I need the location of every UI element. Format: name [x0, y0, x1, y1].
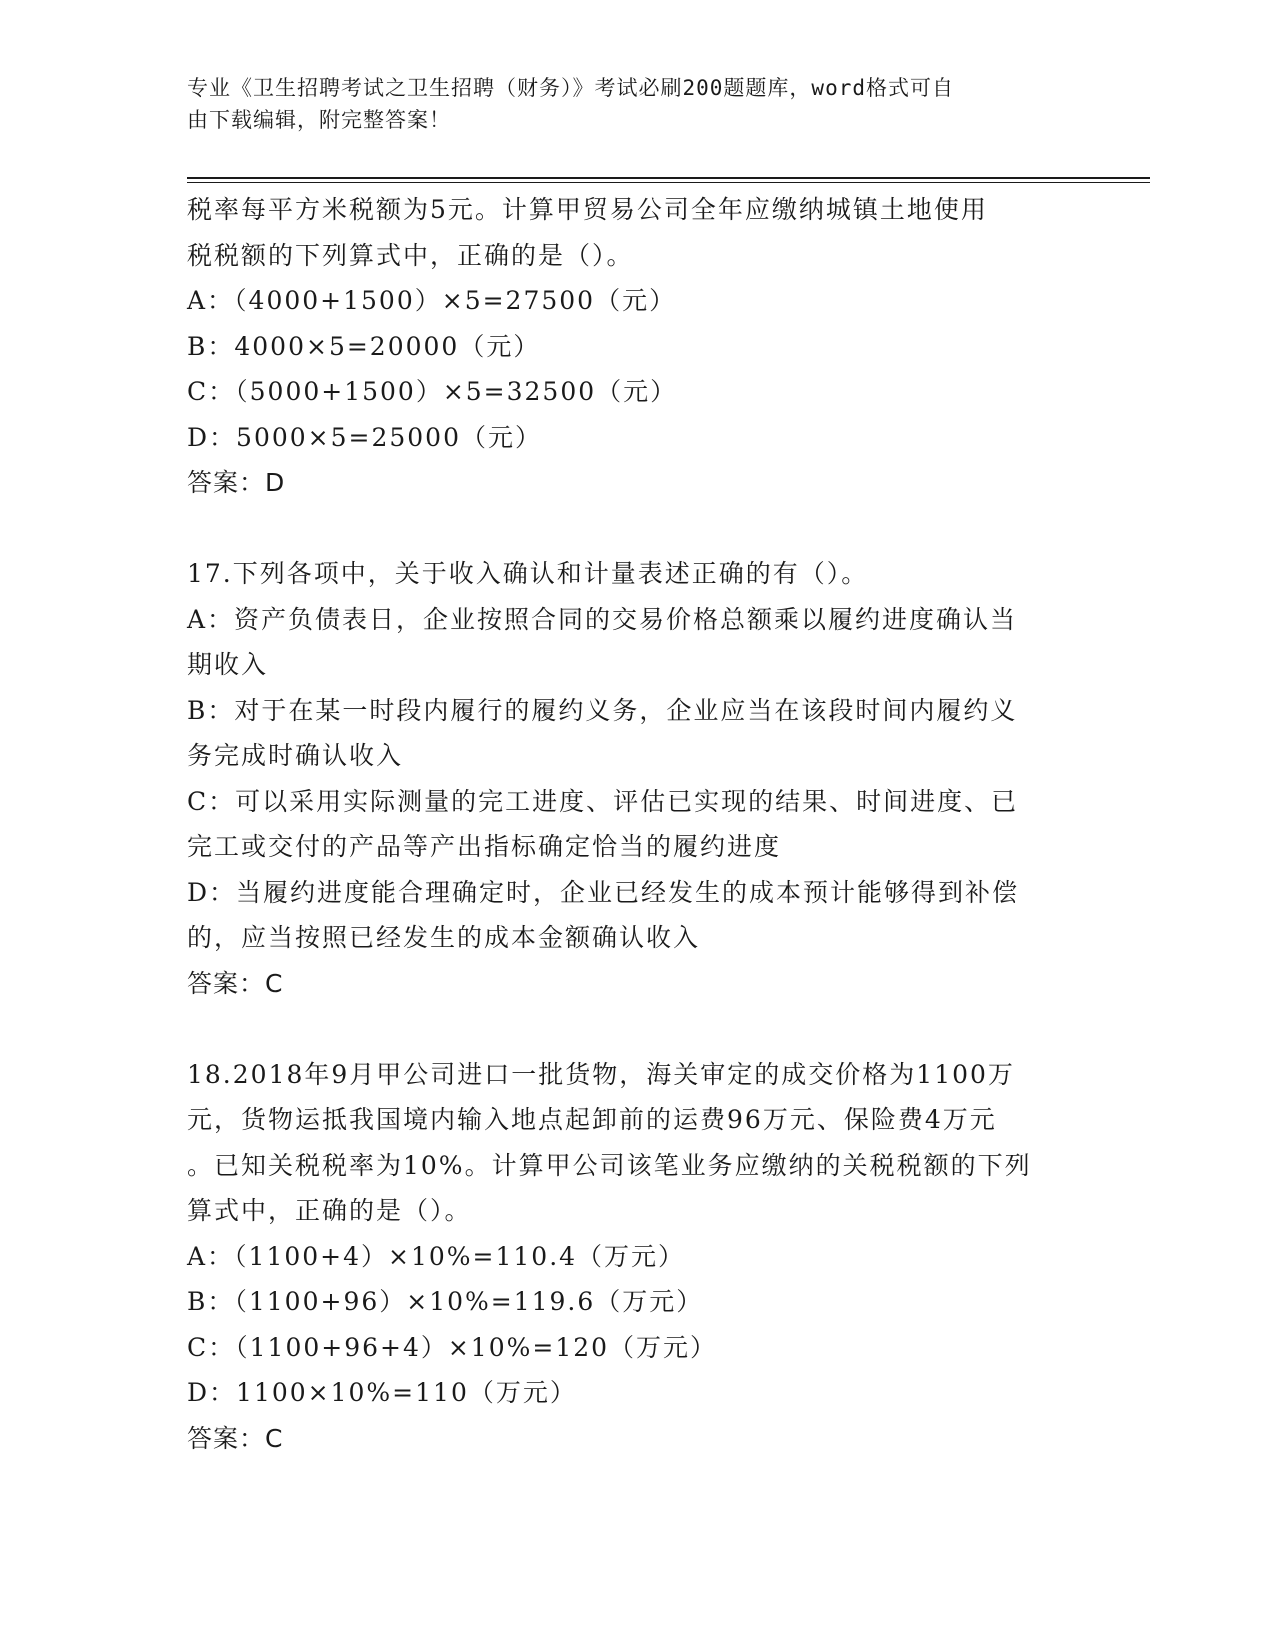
answer-line: 答案：C — [187, 968, 284, 998]
question-stem-line: 18.2018年9月甲公司进口一批货物，海关审定的成交价格为1100万 — [187, 1059, 1015, 1089]
option-d: D：5000×5=25000（元） — [187, 422, 542, 452]
header-line-1: 专业《卫生招聘考试之卫生招聘（财务）》考试必刷200题题库，word格式可自 — [187, 76, 954, 100]
option-d: D：1100×10%=110（万元） — [187, 1378, 577, 1407]
question-stem-line: 。已知关税税率为10%。计算甲公司该笔业务应缴纳的关税税额的下列 — [187, 1150, 1032, 1180]
header-rule-thin — [187, 182, 1150, 183]
question-stem-line: 算式中，正确的是（）。 — [187, 1196, 472, 1225]
question-stem-line: 税税额的下列算式中，正确的是（）。 — [187, 240, 634, 270]
header-rule-thick — [187, 177, 1150, 179]
document-header — [187, 72, 1067, 136]
header-line-2: 由下载编辑，附完整答案！ — [187, 108, 451, 132]
option-b: B：（1100+96）×10%=119.6（万元） — [187, 1287, 704, 1316]
option-a-continued: 期收入 — [187, 650, 269, 679]
question-16-continued — [187, 187, 1087, 506]
question-spacer — [187, 1006, 1087, 1052]
question-18 — [187, 1052, 1087, 1462]
question-stem-line: 税率每平方米税额为5元。计算甲贸易公司全年应缴纳城镇土地使用 — [187, 195, 988, 224]
question-stem-line: 17.下列各项中，关于收入确认和计量表述正确的有（）。 — [187, 559, 869, 588]
option-b-continued: 务完成时确认收入 — [187, 741, 404, 770]
option-d-continued: 的，应当按照已经发生的成本金额确认收入 — [187, 923, 701, 952]
option-c: C：（5000+1500）×5=32500（元） — [187, 377, 678, 406]
question-stem-line: 元，货物运抵我国境内输入地点起卸前的运费96万元、保险费4万元 — [187, 1105, 997, 1134]
option-a: A：资产负债表日，企业按照合同的交易价格总额乘以履约进度确认当 — [187, 604, 1018, 634]
option-a: A：（1100+4）×10%=110.4（万元） — [187, 1241, 686, 1271]
option-b: B：对于在某一时段内履行的履约义务，企业应当在该段时间内履约义 — [187, 695, 1018, 725]
option-c: C：可以采用实际测量的完工进度、评估已实现的结果、时间进度、已 — [187, 786, 1019, 816]
option-c-continued: 完工或交付的产品等产出指标确定恰当的履约进度 — [187, 832, 782, 861]
option-b: B：4000×5=20000（元） — [187, 331, 541, 361]
option-d: D：当履约进度能合理确定时，企业已经发生的成本预计能够得到补偿 — [187, 877, 1020, 907]
answer-line: 答案：D — [187, 468, 286, 497]
question-content — [187, 187, 1087, 1461]
question-spacer — [187, 506, 1087, 552]
option-a: A：（4000+1500）×5=27500（元） — [187, 286, 677, 315]
option-c: C：（1100+96+4）×10%=120（万元） — [187, 1332, 718, 1362]
answer-line: 答案：C — [187, 1423, 284, 1453]
question-17 — [187, 551, 1087, 1006]
